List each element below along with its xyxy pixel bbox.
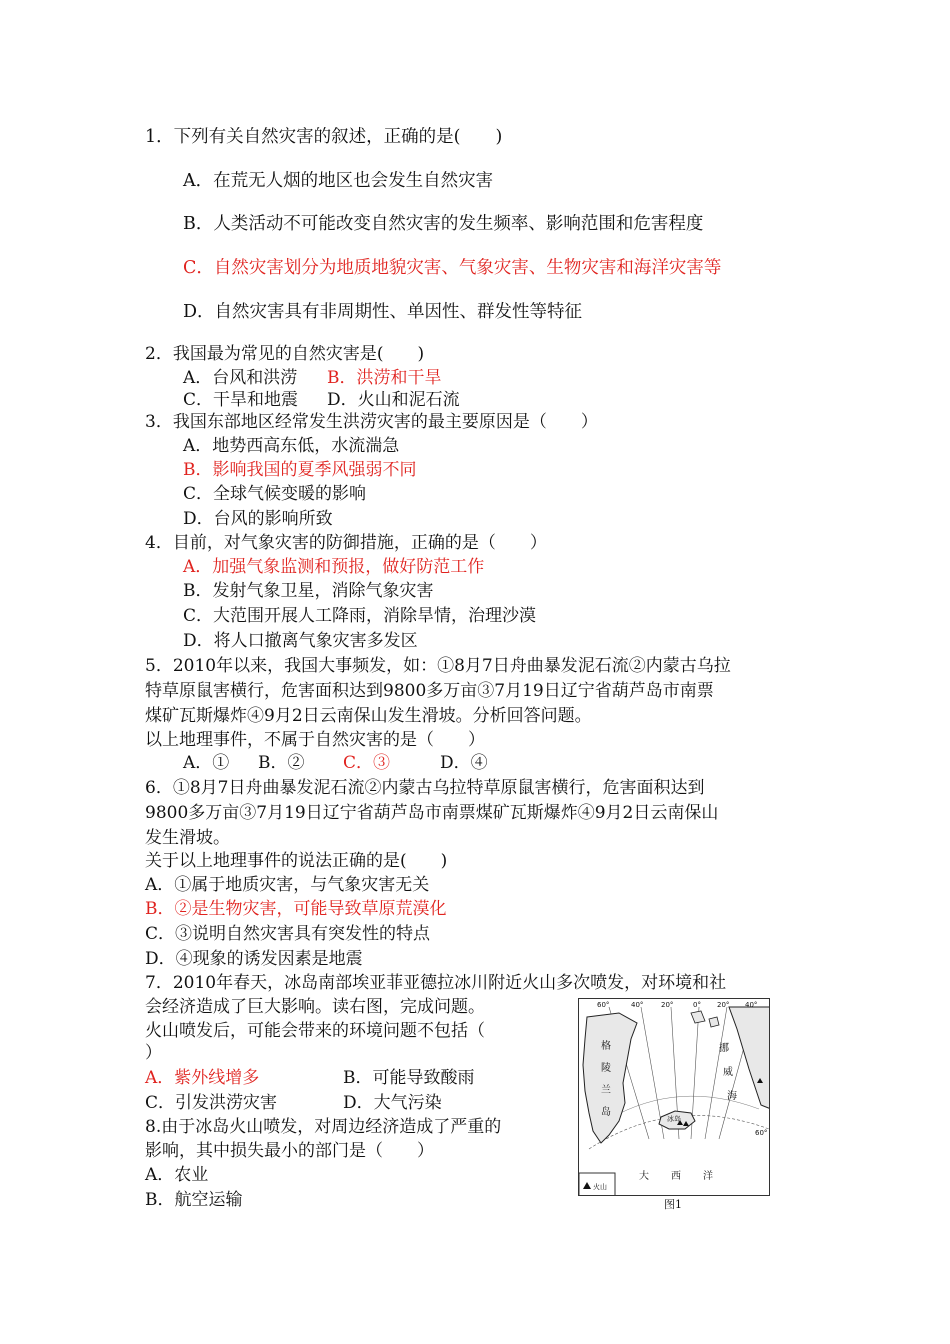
q5-question: 以上地理事件，不属于自然灾害的是（ ） bbox=[145, 730, 485, 750]
q4-option-a-answer: A．加强气象监测和预报，做好防范工作 bbox=[183, 557, 485, 577]
north-atlantic-map bbox=[578, 998, 770, 1196]
label-greenland-4: 岛 bbox=[601, 1107, 611, 1118]
q4-option-c: C．大范围开展人工降雨，消除旱情，治理沙漠 bbox=[183, 606, 537, 626]
q1-option-a: A．在荒无人烟的地区也会发生自然灾害 bbox=[183, 171, 494, 191]
q8-option-b: B．航空运输 bbox=[145, 1190, 243, 1210]
q5-option-a: A．① bbox=[183, 753, 230, 773]
q1-option-b: B．人类活动不可能改变自然灾害的发生频率、影响范围和危害程度 bbox=[183, 214, 704, 234]
q6-option-c: C．③说明自然灾害具有突发性的特点 bbox=[145, 924, 431, 944]
label-greenland-2: 陵 bbox=[601, 1063, 611, 1074]
q5-line-2: 特草原鼠害横行，危害面积达到9800多万亩③7月19日辽宁省葫芦岛市南票 bbox=[145, 681, 714, 701]
q8-line-2: 影响，其中损失最小的部门是（ ） bbox=[145, 1141, 434, 1161]
q7-option-b: B．可能导致酸雨 bbox=[343, 1068, 475, 1088]
q6-line-1: 6．①8月7日舟曲暴发泥石流②内蒙古乌拉特草原鼠害横行，危害面积达到 bbox=[145, 778, 705, 798]
q8-line-1: 8.由于冰岛火山喷发，对周边经济造成了严重的 bbox=[145, 1117, 502, 1137]
q2-stem: 2．我国最为常见的自然灾害是( ) bbox=[145, 344, 425, 364]
q8-option-a: A．农业 bbox=[145, 1165, 209, 1185]
figure-caption: 图1 bbox=[664, 1198, 682, 1211]
q3-option-b-answer: B．影响我国的夏季风强弱不同 bbox=[183, 460, 417, 480]
lon-label-3: 20° bbox=[661, 1001, 674, 1009]
lon-label-5: 20° bbox=[717, 1001, 730, 1009]
q7-line-2: 会经济造成了巨大影响。读右图，完成问题。 bbox=[145, 997, 485, 1017]
q7-question-1: 火山喷发后，可能会带来的环境问题不包括（ bbox=[145, 1021, 485, 1041]
lat-label-60: 60° bbox=[755, 1129, 768, 1137]
q1-option-c-answer: C．自然灾害划分为地质地貌灾害、气象灾害、生物灾害和海洋灾害等 bbox=[183, 258, 722, 278]
label-iceland: 冰岛 bbox=[667, 1115, 681, 1123]
q6-option-b-answer: B．②是生物灾害，可能导致草原荒漠化 bbox=[145, 899, 447, 919]
q4-option-b: B．发射气象卫星，消除气象灾害 bbox=[183, 581, 434, 601]
label-greenland-1: 格 bbox=[601, 1041, 611, 1052]
q3-option-a: A．地势西高东低，水流湍急 bbox=[183, 436, 400, 456]
q6-line-3: 发生滑坡。 bbox=[145, 828, 230, 848]
q3-option-d: D．台风的影响所致 bbox=[183, 509, 333, 529]
q5-line-1: 5．2010年以来，我国大事频发，如：①8月7日舟曲暴发泥石流②内蒙古乌拉 bbox=[145, 656, 731, 676]
q4-option-d: D．将人口撤离气象灾害多发区 bbox=[183, 631, 418, 651]
q5-line-3: 煤矿瓦斯爆炸④9月2日云南保山发生滑坡。分析回答问题。 bbox=[145, 706, 592, 726]
label-atlantic-3: 洋 bbox=[703, 1171, 713, 1182]
greenland-shape bbox=[583, 1013, 637, 1143]
lon-label-6: 40° bbox=[745, 1001, 758, 1009]
q1-stem: 1．下列有关自然灾害的叙述，正确的是( ) bbox=[145, 127, 503, 147]
lon-label-4: 0° bbox=[693, 1001, 701, 1009]
legend-volcano-label: 火山 bbox=[593, 1183, 607, 1191]
q7-line-1: 7．2010年春天，冰岛南部埃亚菲亚德拉冰川附近火山多次喷发，对环境和社 bbox=[145, 973, 727, 993]
q2-option-a: A．台风和洪涝 bbox=[183, 368, 298, 388]
q3-stem: 3．我国东部地区经常发生洪涝灾害的最主要原因是（ ） bbox=[145, 412, 598, 432]
q4-stem: 4．目前，对气象灾害的防御措施，正确的是（ ） bbox=[145, 533, 547, 553]
label-norway-3: 海 bbox=[727, 1091, 737, 1102]
label-greenland-3: 兰 bbox=[601, 1085, 611, 1096]
q5-option-b: B．② bbox=[258, 753, 305, 773]
q5-option-d: D．④ bbox=[440, 753, 488, 773]
map-drawing bbox=[579, 999, 770, 1196]
label-atlantic-1: 大 bbox=[639, 1171, 649, 1182]
q3-option-c: C．全球气候变暖的影响 bbox=[183, 484, 367, 504]
q2-option-b-answer: B．洪涝和干旱 bbox=[327, 368, 442, 388]
q2-option-c: C．干旱和地震 bbox=[183, 390, 299, 410]
q7-option-d: D．大气污染 bbox=[343, 1093, 442, 1113]
q6-option-a: A．①属于地质灾害，与气象灾害无关 bbox=[145, 875, 430, 895]
label-norway-2: 威 bbox=[723, 1067, 733, 1078]
q1-option-d: D．自然灾害具有非周期性、单因性、群发性等特征 bbox=[183, 302, 583, 322]
q6-line-2: 9800多万亩③7月19日辽宁省葫芦岛市南票煤矿瓦斯爆炸④9月2日云南保山 bbox=[145, 803, 719, 823]
q2-option-d: D．火山和泥石流 bbox=[327, 390, 460, 410]
q6-question: 关于以上地理事件的说法正确的是( ) bbox=[145, 851, 448, 871]
q7-question-2: ） bbox=[145, 1043, 162, 1063]
label-norway-1: 挪 bbox=[719, 1043, 729, 1054]
lon-label-1: 60° bbox=[597, 1001, 610, 1009]
lon-label-2: 40° bbox=[631, 1001, 644, 1009]
q5-option-c-answer: C．③ bbox=[343, 753, 391, 773]
q6-option-d: D．④现象的诱发因素是地震 bbox=[145, 949, 363, 969]
q7-option-a-answer: A．紫外线增多 bbox=[145, 1068, 260, 1088]
label-atlantic-2: 西 bbox=[671, 1171, 681, 1182]
q7-option-c: C．引发洪涝灾害 bbox=[145, 1093, 278, 1113]
